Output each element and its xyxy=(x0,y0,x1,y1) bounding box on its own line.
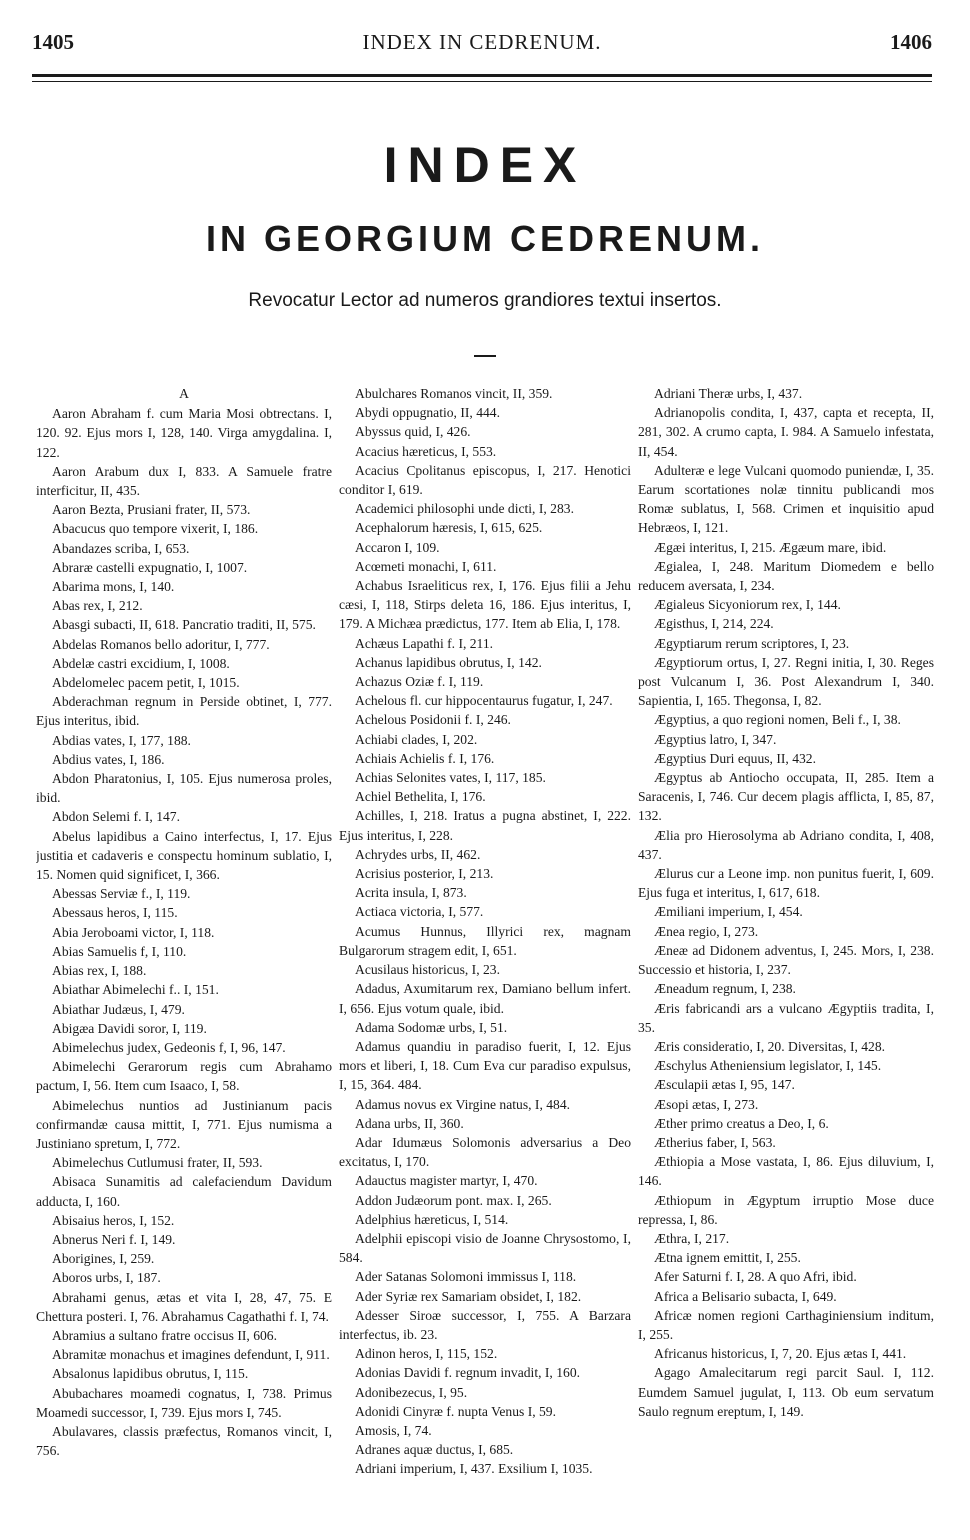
index-entry: Adulteræ e lege Vulcani quomodo puniendæ, I, 35. Earum scortationes nolæ tinnitu publicandi mos Romæ sublatus, I, 568. Crimen et inquisitio apud Hebræos, I, 121. xyxy=(638,462,934,536)
index-entry: Æschylus Atheniensium legislator, I, 145. xyxy=(654,1058,882,1074)
index-entry: Abia Jeroboami victor, I, 118. xyxy=(52,924,215,940)
index-entry: Abimelechus nuntios ad Justinianum pacis confirmandæ causa mittit, I, 771. Ejus numisma a Justiniano spretum, I, 772. xyxy=(36,1097,332,1151)
index-entry: Adinon heros, I, 115, 152. xyxy=(355,1346,498,1362)
index-entry: Abramius a sultano fratre occisus II, 606. xyxy=(52,1327,277,1343)
index-entry: Adama Sodomæ urbs, I, 51. xyxy=(355,1019,508,1035)
index-entry: Accaron I, 109. xyxy=(355,539,440,555)
index-entry: Aaron Arabum dux I, 833. A Samuele fratre interficitur, II, 435. xyxy=(36,463,332,499)
index-entry: Ætherius faber, I, 563. xyxy=(654,1134,776,1150)
header-rule-thin xyxy=(32,81,932,82)
index-entry: Æsopi ætas, I, 273. xyxy=(654,1096,759,1112)
index-entry: Abimelechi Gerarorum regis cum Abrahamo pactum, I, 56. Item cum Isaaco, I, 58. xyxy=(36,1059,332,1094)
index-column-3 xyxy=(638,384,934,1504)
index-entry: Æsculapii ætas I, 95, 147. xyxy=(654,1077,795,1093)
index-entry: Abisaius heros, I, 152. xyxy=(52,1212,175,1228)
index-entry: Æmiliani imperium, I, 454. xyxy=(654,904,803,920)
index-entry: Adonidi Cinyræ f. nupta Venus I, 59. xyxy=(355,1403,557,1419)
index-entry: Achabus Israeliticus rex, I, 176. Ejus filii a Jehu cæsi, I, 118, Stirps deleta 16, 186. Ejus interitus, I, 179. A Michæa prædictus, 177. Item ab Elia, I, 178. xyxy=(339,578,631,632)
index-entry: Abulchares Romanos vincit, II, 359. xyxy=(355,386,553,401)
index-entry: Achias Selonites vates, I, 117, 185. xyxy=(355,770,546,786)
index-column-2 xyxy=(339,384,631,1504)
page-number-right: 1406 xyxy=(890,30,932,54)
index-entry: Ader Syriæ rex Samariam obsidet, I, 182. xyxy=(355,1288,582,1304)
index-entry: Adriani imperium, I, 437. Exsilium I, 1035. xyxy=(355,1461,593,1477)
index-entry: Æris fabricandi ars a vulcano Ægyptiis tradita, I, 35. xyxy=(638,1000,934,1035)
index-entry: Adelphius hæreticus, I, 514. xyxy=(355,1211,509,1227)
index-entry: Afer Saturni f. I, 28. A quo Afri, ibid. xyxy=(654,1269,857,1285)
index-entry: Abramitæ monachus et imagines defendunt, I, 911. xyxy=(52,1347,330,1363)
index-entry: Æneæ ad Didonem adventus, I, 245. Mors, I, 238. Successio et historia, I, 237. xyxy=(638,942,934,978)
index-entry: Abdon Pharatonius, I, 105. Ejus numerosa proles, ibid. xyxy=(36,771,332,806)
index-entry: Addon Judæorum pont. max. I, 265. xyxy=(355,1192,552,1208)
index-entry: Adranes aquæ ductus, I, 685. xyxy=(355,1442,514,1458)
index-entry: Abdias vates, I, 177, 188. xyxy=(52,732,191,748)
index-entry: Adar Idumæus Solomonis adversarius a Deo excitatus, I, 170. xyxy=(339,1134,631,1170)
index-entry: Abubachares moamedi cognatus, I, 738. Primus Moamedi successor, I, 739. Ejus mors I, 745. xyxy=(36,1385,332,1420)
index-entry: Abnerus Neri f. I, 149. xyxy=(52,1231,176,1247)
index-entry: Ægisthus, I, 214, 224. xyxy=(654,616,774,632)
index-entry: Abiathar Abimelechi f.. I, 151. xyxy=(52,982,219,998)
index-entry: Achiabi clades, I, 202. xyxy=(355,731,478,747)
index-entry: Æris consideratio, I, 20. Diversitas, I, 428. xyxy=(654,1038,886,1054)
index-entry: Abias Samuelis f, I, 110. xyxy=(52,943,187,959)
index-entry: Absalonus lapidibus obrutus, I, 115. xyxy=(52,1366,249,1382)
index-entry: Adrianopolis condita, I, 437, capta et recepta, II, 281, 302. A crumo capta, I. 984. A Samuelo infestata, II, 454. xyxy=(638,405,934,459)
index-entry: Æther primo creatus a Deo, I, 6. xyxy=(654,1115,829,1131)
index-entry: Abyssus quid, I, 426. xyxy=(355,424,471,440)
index-entry: Abasgi subacti, II, 618. Pancratio traditi, II, 575. xyxy=(52,617,316,633)
index-entry: Adadus, Axumitarum rex, Damiano bellum infert. I, 656. Ejus votum quale, ibid. xyxy=(339,981,631,1016)
index-entry: Ægyptiarum rerum scriptores, I, 23. xyxy=(654,635,850,651)
index-entry: Æthra, I, 217. xyxy=(654,1230,730,1246)
index-entry: Acœmeti monachi, I, 611. xyxy=(355,558,497,574)
index-entry: Achazus Oziæ f. I, 119. xyxy=(355,674,484,690)
index-entry: Abas rex, I, 212. xyxy=(52,598,143,614)
index-entry: Ader Satanas Solomoni immissus I, 118. xyxy=(355,1269,577,1285)
index-entry: Ælurus cur a Leone imp. non punitus fuerit, I, 609. Ejus fuga et interitus, I, 617, 618. xyxy=(638,866,934,901)
running-head xyxy=(32,30,932,60)
index-entry: Ælia pro Hierosolyma ab Adriano condita, I, 408, 437. xyxy=(638,827,934,862)
index-entry: Adamus novus ex Virgine natus, I, 484. xyxy=(355,1096,571,1112)
index-entry: Abessaus heros, I, 115. xyxy=(52,905,178,921)
running-title: INDEX IN CEDRENUM. xyxy=(362,30,602,54)
index-entry: Ægyptius, a quo regioni nomen, Beli f., I, 38. xyxy=(654,712,901,728)
index-entry: Adelphii episcopi visio de Joanne Chrysostomo, I, 584. xyxy=(339,1230,631,1266)
index-entry: Achrydes urbs, II, 462. xyxy=(355,846,481,862)
header-rule-thick xyxy=(32,74,932,77)
index-entry: Abandazes scriba, I, 653. xyxy=(52,540,190,556)
index-entry: Ætna ignem emittit, I, 255. xyxy=(654,1250,801,1266)
index-entry: Aaron Bezta, Prusiani frater, II, 573. xyxy=(52,502,251,518)
separator-dash xyxy=(474,355,496,357)
index-entry: Abiathar Judæus, I, 479. xyxy=(52,1001,185,1017)
index-entry: Abimelechus Cutlumusi frater, II, 593. xyxy=(52,1155,263,1171)
index-entry: Abdelas Romanos bello adoritur, I, 777. xyxy=(52,636,270,652)
index-entry: Africanus historicus, I, 7, 20. Ejus ætas I, 441. xyxy=(654,1346,907,1362)
index-entry: Abias rex, I, 188. xyxy=(52,963,147,979)
index-entry: Adonibezecus, I, 95. xyxy=(355,1384,468,1400)
index-entry: Achelous fl. cur hippocentaurus fugatur, I, 247. xyxy=(355,693,613,709)
index-entry: Adonias Davidi f. regnum invadit, I, 160. xyxy=(355,1365,581,1381)
index-entry: Aaron Abraham f. cum Maria Mosi obtrectans. I, 120. 92. Ejus mors I, 128, 140. Virga amygdalina. I, 122. xyxy=(36,406,332,460)
index-entry: Ægyptiorum ortus, I, 27. Regni initia, I, 30. Reges post Vulcanum I, 36. Post Alexandrum I, 340. Sapientia, I, 165. Thegonsa, I, 82. xyxy=(638,654,934,709)
index-entry: Africa a Belisario subacta, I, 649. xyxy=(654,1288,837,1304)
index-entry: Adamus quandiu in paradiso fuerit, I, 12. Ejus mors et liberi, I, 18. Cum Eva cur paradiso expulsus, I, 15, 364. 484. xyxy=(339,1038,631,1093)
index-entry: Ægyptus ab Antiocho occupata, II, 285. Item a Saracenis, I, 746. Cur decem plagis afflicta, I, 85, 87, 132. xyxy=(638,770,934,824)
index-column-1 xyxy=(36,384,332,1504)
index-entry: Achanus lapidibus obrutus, I, 142. xyxy=(355,654,542,670)
index-entry: Abdelæ castri excidium, I, 1008. xyxy=(52,655,230,671)
index-entry: Amosis, I, 74. xyxy=(355,1422,432,1438)
index-entry: Æneadum regnum, I, 238. xyxy=(654,981,796,997)
index-entry: Abdelomelec pacem petit, I, 1015. xyxy=(52,675,240,691)
page-title: INDEX xyxy=(383,137,587,193)
index-entry: Ænea regio, I, 273. xyxy=(654,923,759,939)
index-entry: Abarima mons, I, 140. xyxy=(52,579,175,595)
index-entry: Abrahami genus, ætas et vita I, 28, 47, 75. E Chettura posteri. I, 76. Abrahamus Cagathathi f. I, 74. xyxy=(36,1289,332,1324)
index-entry: Acrita insula, I, 873. xyxy=(355,885,467,901)
index-entry: Abdon Selemi f. I, 147. xyxy=(52,809,180,825)
index-entry: Abydi oppugnatio, II, 444. xyxy=(355,405,500,421)
index-entry: Acumus Hunnus, Illyrici rex, magnam Bulgarorum stragem edit, I, 651. xyxy=(339,923,631,958)
reader-note: Revocatur Lector ad numeros grandiores textui insertos. xyxy=(248,290,722,311)
index-entry: Acusilaus historicus, I, 23. xyxy=(355,962,500,978)
index-entry: Aboros urbs, I, 187. xyxy=(52,1270,161,1286)
index-entry: Acacius Cpolitanus episcopus, I, 217. Henotici conditor I, 619. xyxy=(339,462,631,498)
index-entry: Acephalorum hæresis, I, 615, 625. xyxy=(355,520,543,536)
index-entry: Achilles, I, 218. Iratus a pugna abstinet, I, 222. Ejus interitus, I, 228. xyxy=(339,808,631,843)
index-entry: Ægialea, I, 248. Maritum Diomedem e bello reducem aversata, I, 234. xyxy=(638,558,934,594)
index-entry: Ægæi interitus, I, 215. Ægæum mare, ibid. xyxy=(654,539,887,555)
index-entry: Acrisius posterior, I, 213. xyxy=(355,866,494,882)
section-letter: A xyxy=(179,386,189,401)
index-entry: Acacius hæreticus, I, 553. xyxy=(355,443,497,459)
index-entry: Actiaca victoria, I, 577. xyxy=(355,904,484,920)
index-entry: Academici philosophi unde dicti, I, 283. xyxy=(355,501,574,517)
index-entry: Aborigines, I, 259. xyxy=(52,1251,155,1267)
index-entry: Æthiopum in Ægyptum irruptio Mose duce repressa, I, 86. xyxy=(638,1192,934,1227)
index-entry: Abraræ castelli expugnatio, I, 1007. xyxy=(52,559,248,575)
index-entry: Abelus lapidibus a Caino interfectus, I, 17. Ejus justitia et cadaveris e conspectu hominum sublatio, I, 15. Nomen quid significet, I, 366. xyxy=(36,828,332,883)
index-entry: Achelous Posidonii f. I, 246. xyxy=(355,712,511,728)
index-entry: Adana urbs, II, 360. xyxy=(355,1115,464,1131)
page-number-left: 1405 xyxy=(32,30,74,54)
index-entry: Æthiopia a Mose vastata, I, 86. Ejus diluvium, I, 146. xyxy=(638,1154,934,1189)
index-entry: Ægyptius Duri equus, II, 432. xyxy=(654,750,816,766)
index-entry: Ægyptius latro, I, 347. xyxy=(654,731,777,747)
index-entry: Achiais Achielis f. I, 176. xyxy=(355,750,495,766)
index-entry: Abisaca Sunamitis ad calefaciendum Davidum adducta, I, 160. xyxy=(36,1174,332,1209)
index-entry: Achiel Bethelita, I, 176. xyxy=(355,789,486,805)
index-entry: Abacucus quo tempore vixerit, I, 186. xyxy=(52,521,259,537)
index-entry: Achæus Lapathi f. I, 211. xyxy=(355,635,494,651)
index-entry: Abimelechus judex, Gedeonis f, I, 96, 147. xyxy=(52,1039,286,1055)
page-subtitle: IN GEORGIUM CEDRENUM. xyxy=(205,218,764,259)
index-entry: Africæ nomen regioni Carthaginiensium inditum, I, 255. xyxy=(638,1307,934,1342)
index-entry: Adesser Siroæ successor, I, 755. A Barzara interfectus, ib. 23. xyxy=(339,1307,631,1342)
index-entry: Abderachman regnum in Perside obtinet, I, 777. Ejus interitus, ibid. xyxy=(36,694,332,729)
index-entry: Abigæa Davidi soror, I, 119. xyxy=(52,1020,207,1036)
index-entry: Adriani Theræ urbs, I, 437. xyxy=(654,386,803,401)
index-entry: Agago Amalecitarum regi parcit Saul. I, 112. Eumdem Samuel jugulat, I, 113. Ob eum servatum Saulo regnum ereptum, I, 149. xyxy=(638,1365,934,1419)
index-entry: Abdius vates, I, 186. xyxy=(52,751,165,767)
index-entry: Abulavares, classis præfectus, Romanos vincit, I, 756. xyxy=(36,1423,332,1459)
index-entry: Adauctus magister martyr, I, 470. xyxy=(355,1173,538,1189)
index-entry: Ægialeus Sicyoniorum rex, I, 144. xyxy=(654,597,841,613)
index-entry: Abessas Serviæ f., I, 119. xyxy=(52,886,191,902)
